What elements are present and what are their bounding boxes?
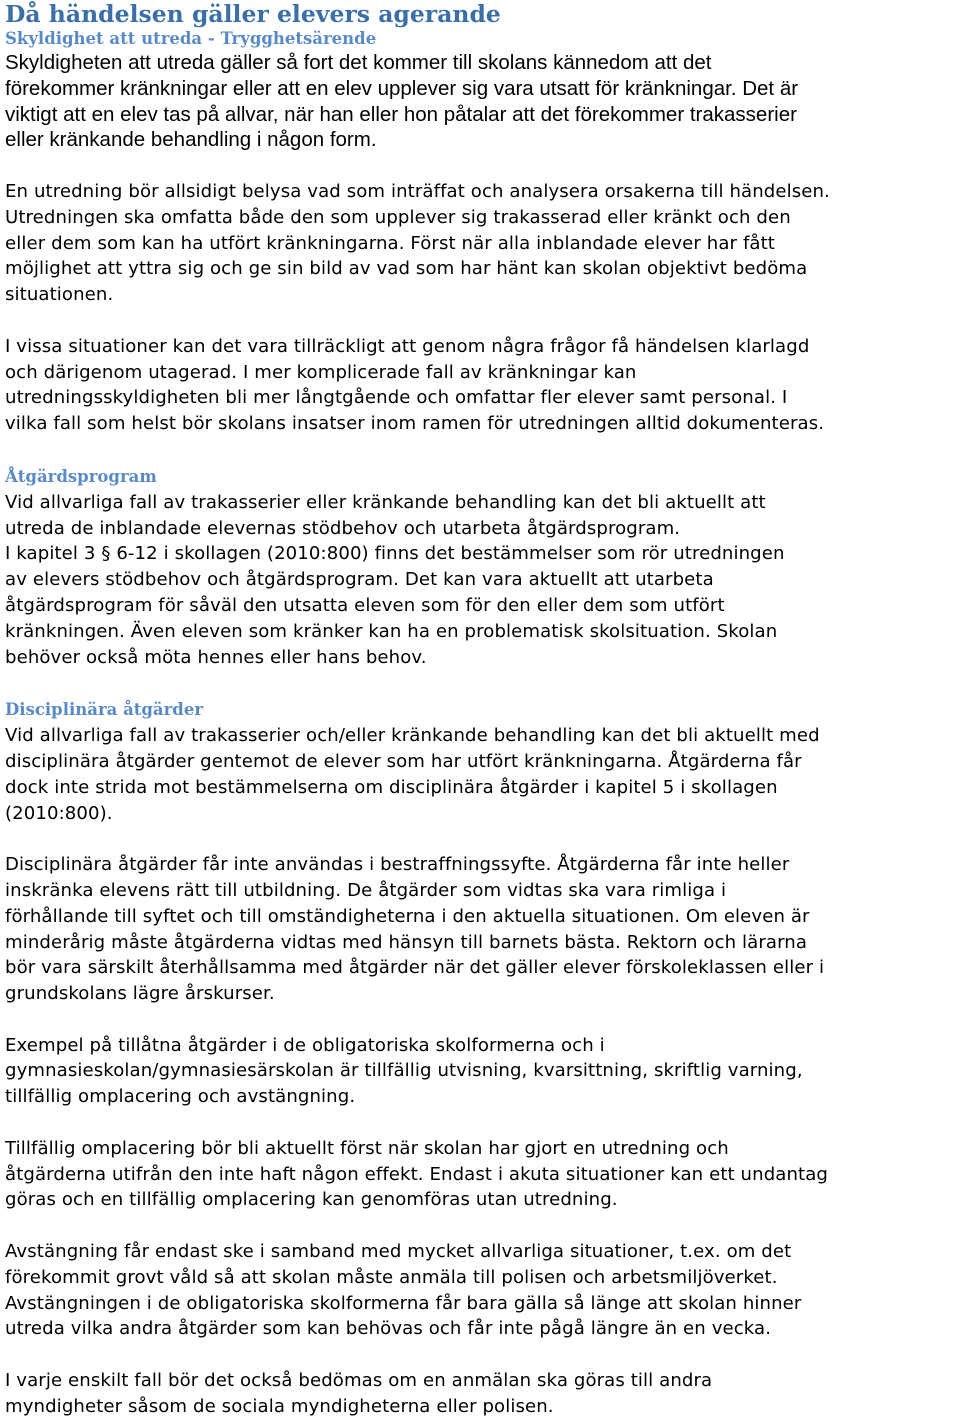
paragraph-gap xyxy=(5,670,960,696)
text-line: Utredningen ska omfatta både den som upplever sig trakasserad eller kränkt och den xyxy=(5,206,791,228)
text-line: vilka fall som helst bör skolans insatser inom ramen för utredningen alltid dokumenteras. xyxy=(5,413,825,435)
text-line: myndigheter såsom de sociala myndigheterna eller polisen. xyxy=(5,1395,554,1417)
paragraph-gap xyxy=(5,1007,960,1033)
paragraph-gap xyxy=(5,308,960,334)
text-line: viktigt att en elev tas på allvar, när han eller hon påtalar att det förekommer trakasserier xyxy=(5,102,797,126)
paragraph-gap xyxy=(5,1213,960,1239)
text-line: av elevers stödbehov och åtgärdsprogram. Det kan vara aktuellt att utarbeta xyxy=(5,569,714,591)
paragraph-8 xyxy=(5,1136,960,1213)
text-line: Vid allvarliga fall av trakasserier och/eller kränkande behandling kan det bli aktuellt med xyxy=(5,725,820,747)
paragraph-3 xyxy=(5,334,960,437)
text-line: Avstängningen i de obligatoriska skolformerna får bara gälla så länge att skolan hinner xyxy=(5,1292,802,1314)
text-line: (2010:800). xyxy=(5,802,113,824)
text-line: Avstängning får endast ske i samband med mycket allvarliga situationer, t.ex. om det xyxy=(5,1241,792,1263)
text-line: Tillfällig omplacering bör bli aktuellt först när skolan har gjort en utredning och xyxy=(5,1137,729,1159)
text-line: kränkningen. Även eleven som kränker kan ha en problematisk skolsituation. Skolan xyxy=(5,620,778,642)
paragraph-2 xyxy=(5,179,960,308)
text-line: I kapitel 3 § 6-12 i skollagen (2010:800) finns det bestämmelser som rör utredningen xyxy=(5,543,785,565)
document-page xyxy=(5,0,960,1420)
text-line: förekommit grovt våld så att skolan måste anmäla till polisen och arbetsmiljöverket. xyxy=(5,1266,778,1288)
paragraph-gap xyxy=(5,153,960,179)
text-line: gymnasieskolan/gymnasiesärskolan är tillfällig utvisning, kvarsittning, skriftlig varning, xyxy=(5,1060,803,1082)
paragraph-4 xyxy=(5,490,960,671)
text-line: minderårig måste åtgärderna vidtas med hänsyn till barnets bästa. Rektorn och lärarna xyxy=(5,931,808,953)
document-title: Då händelsen gäller elevers agerande xyxy=(5,0,501,28)
paragraph-1 xyxy=(5,50,960,153)
text-line: tillfällig omplacering och avstängning. xyxy=(5,1086,356,1108)
text-line: situationen. xyxy=(5,284,114,306)
text-line: bör vara särskilt återhållsamma med åtgärder när det gäller elever förskoleklassen eller i xyxy=(5,957,825,979)
text-line: och därigenom utagerad. I mer komplicerade fall av kränkningar kan xyxy=(5,361,637,383)
text-line: Skyldigheten att utreda gäller så fort det kommer till skolans kännedom att det xyxy=(5,51,712,74)
section-heading-atgardsprogram: Åtgärdsprogram xyxy=(5,466,157,486)
paragraph-gap xyxy=(5,1110,960,1136)
text-line: behöver också möta hennes eller hans behov. xyxy=(5,646,427,668)
document-subtitle: Skyldighet att utreda - Trygghetsärende xyxy=(5,29,377,48)
text-line: eller kränkande behandling i någon form. xyxy=(5,128,377,152)
text-line: dock inte strida mot bestämmelserna om disciplinära åtgärder i kapitel 5 i skollagen xyxy=(5,776,778,798)
text-line: Disciplinära åtgärder får inte användas i bestraffningssyfte. Åtgärderna får inte heller xyxy=(5,854,790,876)
paragraph-gap xyxy=(5,826,960,852)
text-line: Exempel på tillåtna åtgärder i de obligatoriska skolformerna och i xyxy=(5,1034,605,1056)
text-line: En utredning bör allsidigt belysa vad som inträffat och analysera orsakerna till händelsen. xyxy=(5,180,830,202)
text-line: åtgärderna utifrån den inte haft någon effekt. Endast i akuta situationer kan ett undantag xyxy=(5,1163,828,1185)
text-line: I vissa situationer kan det vara tillräckligt att genom några frågor få händelsen klarlagd xyxy=(5,335,810,357)
text-line: eller dem som kan ha utfört kränkningarna. Först när alla inblandade elever har fått xyxy=(5,232,775,254)
text-line: grundskolans lägre årskurser. xyxy=(5,983,275,1005)
paragraph-6 xyxy=(5,852,960,1007)
text-line: utredningsskyldigheten bli mer långtgående och omfattar fler elever samt personal. I xyxy=(5,387,788,409)
text-line: disciplinära åtgärder gentemot de elever som har utfört kränkningarna. Åtgärderna får xyxy=(5,750,802,772)
paragraph-7 xyxy=(5,1033,960,1110)
paragraph-gap xyxy=(5,1342,960,1368)
text-line: utreda vilka andra åtgärder som kan behövas och får inte pågå längre än en vecka. xyxy=(5,1318,772,1340)
text-line: utreda de inblandade elevernas stödbehov och utarbeta åtgärdsprogram. xyxy=(5,517,681,539)
text-line: förhållande till syftet och till omständigheterna i den aktuella situationen. Om eleven är xyxy=(5,905,810,927)
text-line: inskränka elevens rätt till utbildning. De åtgärder som vidtas ska vara rimliga i xyxy=(5,879,727,901)
text-line: åtgärdsprogram för såväl den utsatta eleven som för den eller dem som utfört xyxy=(5,594,725,616)
text-line: förekommer kränkningar eller att en elev upplever sig vara utsatt för kränkningar. Det är xyxy=(5,76,799,100)
text-line: göras och en tillfällig omplacering kan genomföras utan utredning. xyxy=(5,1189,618,1211)
section-heading-disciplinara-atgarder: Disciplinära åtgärder xyxy=(5,700,204,720)
paragraph-5 xyxy=(5,723,960,826)
text-line: möjlighet att yttra sig och ge sin bild av vad som har hänt kan skolan objektivt bedöma xyxy=(5,258,808,280)
text-line: I varje enskilt fall bör det också bedömas om en anmälan ska göras till andra xyxy=(5,1370,713,1392)
text-line: Vid allvarliga fall av trakasserier eller kränkande behandling kan det bli aktuellt att xyxy=(5,491,766,513)
paragraph-gap xyxy=(5,437,960,463)
paragraph-9 xyxy=(5,1239,960,1342)
paragraph-10 xyxy=(5,1368,960,1420)
